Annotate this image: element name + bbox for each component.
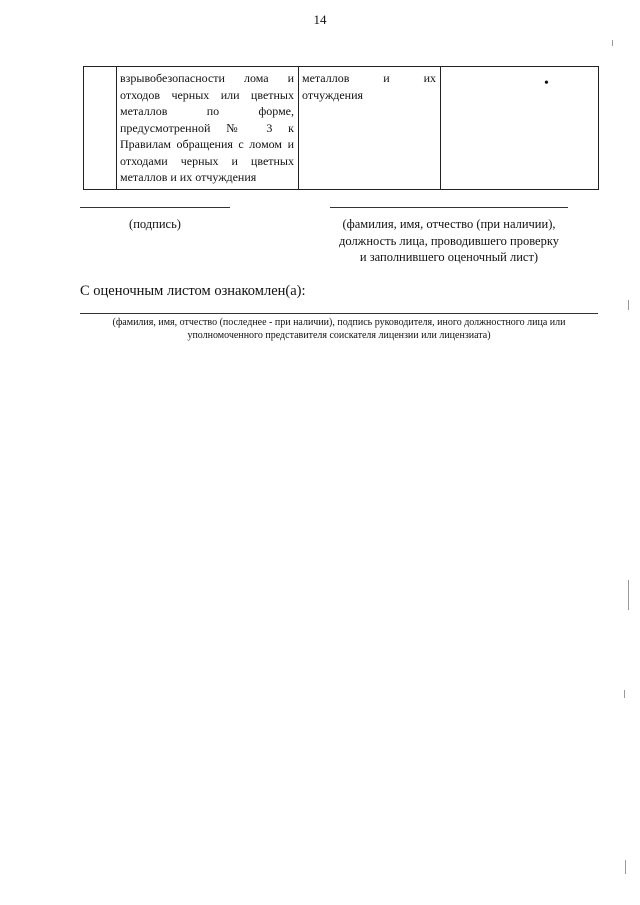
table-cell-number (84, 67, 117, 190)
inspector-caption-line: должность лица, проводившего проверку (339, 233, 559, 248)
signature-line (80, 207, 230, 208)
table-cell-basis: металлов и их отчуждения (299, 67, 441, 190)
acknowledgement-caption (80, 316, 598, 342)
assessment-table (83, 66, 599, 190)
acknowledgement-caption-line: (фамилия, имя, отчество (последнее - при наличии), подпись руководителя, иного должностного лица или (112, 317, 566, 328)
table-cell-mark (441, 67, 599, 190)
page-number: 14 (313, 12, 327, 27)
acknowledgement-caption-line: уполномоченного представителя соискателя лицензии или лицензиата) (187, 330, 491, 341)
scan-speck (612, 40, 613, 46)
inspector-caption (322, 216, 576, 266)
scan-speck (628, 580, 629, 610)
acknowledgement-line (80, 313, 598, 314)
inspector-caption-line: и заполнившего оценочный лист) (359, 250, 539, 264)
name-position-line (330, 207, 568, 208)
acknowledgement-heading: С оценочным листом ознакомлен(а): (80, 283, 306, 299)
scan-speck (628, 300, 629, 310)
table-row (84, 67, 599, 190)
signature-caption: (подпись) (129, 217, 181, 231)
table-cell-requirement: взрывобезопасности лома и отходов черных или цветных металлов по форме, предусмотренной № 3 к Правилам обращения с ломом и отходами черных и цветных металлов и их отчуждения (117, 67, 299, 190)
bullet-mark: • (544, 76, 549, 91)
scan-speck (625, 860, 626, 874)
scan-speck (624, 690, 625, 698)
inspector-caption-line: (фамилия, имя, отчество (при наличии), (342, 217, 556, 231)
